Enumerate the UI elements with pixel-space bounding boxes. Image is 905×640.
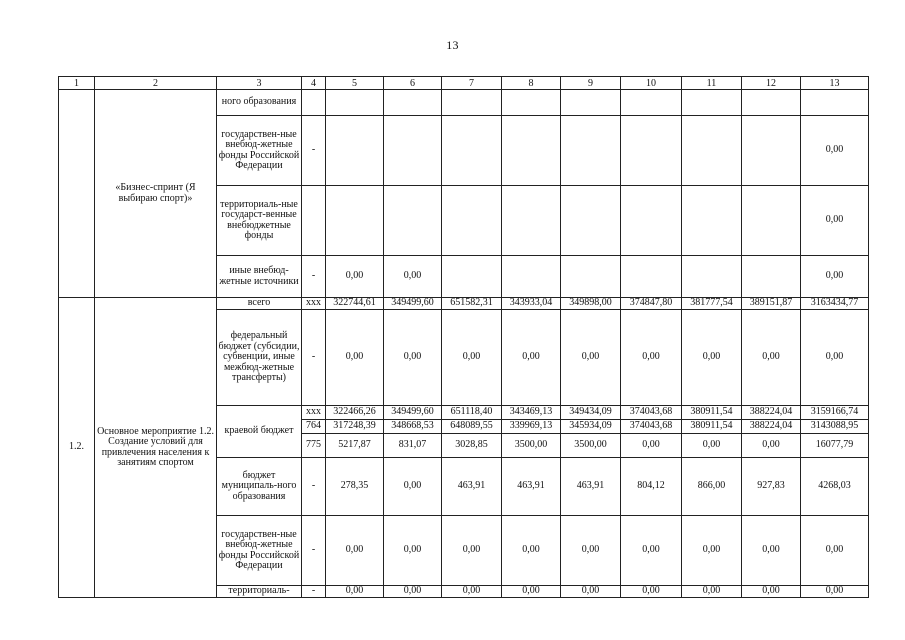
- value-cell: [621, 256, 682, 298]
- header-cell: 12: [742, 77, 801, 90]
- value-cell: 349898,00: [561, 298, 621, 310]
- value-cell: 381777,54: [682, 298, 742, 310]
- header-cell: 5: [326, 77, 384, 90]
- value-cell: 804,12: [621, 458, 682, 516]
- value-cell: [384, 186, 442, 256]
- value-cell: [326, 90, 384, 116]
- header-cell: 7: [442, 77, 502, 90]
- code-cell: ххх: [302, 298, 326, 310]
- value-cell: 651582,31: [442, 298, 502, 310]
- value-cell: 343933,04: [502, 298, 561, 310]
- budget-table: [58, 76, 869, 598]
- value-cell: 0,00: [326, 586, 384, 598]
- value-cell: 0,00: [742, 434, 801, 458]
- header-cell: 4: [302, 77, 326, 90]
- funding-source-cell: краевой бюджет: [217, 406, 302, 458]
- header-row: [59, 77, 869, 90]
- value-cell: 0,00: [682, 434, 742, 458]
- value-cell: [621, 186, 682, 256]
- header-cell: 8: [502, 77, 561, 90]
- value-cell: 0,00: [742, 310, 801, 406]
- value-cell: [384, 90, 442, 116]
- value-cell: [561, 186, 621, 256]
- header-cell: 11: [682, 77, 742, 90]
- code-cell: -: [302, 116, 326, 186]
- header-cell: 2: [95, 77, 217, 90]
- value-cell: 866,00: [682, 458, 742, 516]
- code-cell: 775: [302, 434, 326, 458]
- value-cell: 0,00: [384, 310, 442, 406]
- event-name-cell: Основное мероприятие 1.2. Создание условий для привлечения населения к занятиям спортом: [95, 298, 217, 598]
- value-cell: [742, 256, 801, 298]
- value-cell: 349499,60: [384, 406, 442, 420]
- value-cell: 463,91: [442, 458, 502, 516]
- value-cell: 380911,54: [682, 406, 742, 420]
- funding-source-cell: федеральный бюджет (субсидии, субвенции, иные межбюд-жетные трансферты): [217, 310, 302, 406]
- value-cell: 3028,85: [442, 434, 502, 458]
- code-cell: [302, 186, 326, 256]
- value-cell: [801, 90, 869, 116]
- value-cell: 388224,04: [742, 406, 801, 420]
- funding-source-cell: территориаль-ные государст-венные внебюджетные фонды: [217, 186, 302, 256]
- code-cell: -: [302, 310, 326, 406]
- funding-source-cell: бюджет муниципаль-ного образования: [217, 458, 302, 516]
- value-cell: 0,00: [801, 116, 869, 186]
- value-cell: 0,00: [384, 516, 442, 586]
- event-name-cell: «Бизнес-спринт (Я выбираю спорт)»: [95, 90, 217, 298]
- value-cell: 0,00: [801, 310, 869, 406]
- code-cell: 764: [302, 420, 326, 434]
- value-cell: 0,00: [682, 586, 742, 598]
- value-cell: [742, 90, 801, 116]
- value-cell: 389151,87: [742, 298, 801, 310]
- value-cell: [442, 256, 502, 298]
- value-cell: 0,00: [384, 586, 442, 598]
- value-cell: [682, 186, 742, 256]
- value-cell: [682, 90, 742, 116]
- value-cell: 322466,26: [326, 406, 384, 420]
- value-cell: 380911,54: [682, 420, 742, 434]
- page-number: 13: [446, 38, 459, 52]
- value-cell: [561, 256, 621, 298]
- value-cell: [561, 116, 621, 186]
- value-cell: 388224,04: [742, 420, 801, 434]
- value-cell: 349499,60: [384, 298, 442, 310]
- header-cell: 6: [384, 77, 442, 90]
- value-cell: 3163434,77: [801, 298, 869, 310]
- code-cell: ххх: [302, 406, 326, 420]
- value-cell: [326, 116, 384, 186]
- value-cell: [384, 116, 442, 186]
- value-cell: 3500,00: [561, 434, 621, 458]
- value-cell: [682, 116, 742, 186]
- value-cell: 0,00: [384, 256, 442, 298]
- code-cell: -: [302, 586, 326, 598]
- value-cell: 345934,09: [561, 420, 621, 434]
- value-cell: 5217,87: [326, 434, 384, 458]
- value-cell: [442, 90, 502, 116]
- value-cell: 648089,55: [442, 420, 502, 434]
- value-cell: 339969,13: [502, 420, 561, 434]
- value-cell: 16077,79: [801, 434, 869, 458]
- row-number-cell: [59, 90, 95, 298]
- value-cell: 348668,53: [384, 420, 442, 434]
- value-cell: 0,00: [326, 310, 384, 406]
- value-cell: 3143088,95: [801, 420, 869, 434]
- value-cell: 0,00: [621, 434, 682, 458]
- value-cell: [621, 116, 682, 186]
- value-cell: 0,00: [742, 586, 801, 598]
- value-cell: 4268,03: [801, 458, 869, 516]
- value-cell: 0,00: [561, 586, 621, 598]
- header-cell: 9: [561, 77, 621, 90]
- value-cell: 0,00: [442, 586, 502, 598]
- value-cell: 0,00: [326, 516, 384, 586]
- value-cell: 0,00: [682, 310, 742, 406]
- value-cell: 0,00: [682, 516, 742, 586]
- value-cell: 0,00: [742, 516, 801, 586]
- value-cell: [742, 116, 801, 186]
- code-cell: [302, 90, 326, 116]
- funding-source-cell: иные внебюд-жетные источники: [217, 256, 302, 298]
- table-row: [59, 90, 869, 116]
- value-cell: 0,00: [621, 516, 682, 586]
- value-cell: 322744,61: [326, 298, 384, 310]
- value-cell: [742, 186, 801, 256]
- value-cell: 927,83: [742, 458, 801, 516]
- funding-source-cell: территориаль-: [217, 586, 302, 598]
- funding-source-cell: государствен-ные внебюд-жетные фонды Российской Федерации: [217, 516, 302, 586]
- value-cell: 0,00: [502, 586, 561, 598]
- value-cell: [326, 186, 384, 256]
- value-cell: 0,00: [502, 516, 561, 586]
- value-cell: 3500,00: [502, 434, 561, 458]
- value-cell: 0,00: [801, 256, 869, 298]
- value-cell: 0,00: [502, 310, 561, 406]
- value-cell: 0,00: [442, 310, 502, 406]
- value-cell: 374043,68: [621, 420, 682, 434]
- value-cell: 0,00: [384, 458, 442, 516]
- value-cell: 317248,39: [326, 420, 384, 434]
- header-cell: 13: [801, 77, 869, 90]
- value-cell: 0,00: [621, 310, 682, 406]
- funding-source-cell: всего: [217, 298, 302, 310]
- value-cell: 0,00: [561, 310, 621, 406]
- code-cell: -: [302, 256, 326, 298]
- value-cell: 651118,40: [442, 406, 502, 420]
- value-cell: [502, 256, 561, 298]
- value-cell: [621, 90, 682, 116]
- header-cell: 1: [59, 77, 95, 90]
- value-cell: 0,00: [561, 516, 621, 586]
- funding-source-cell: государствен-ные внебюд-жетные фонды Российской Федерации: [217, 116, 302, 186]
- row-number-cell: 1.2.: [59, 298, 95, 598]
- code-cell: -: [302, 458, 326, 516]
- value-cell: [502, 186, 561, 256]
- funding-source-cell: ного образования: [217, 90, 302, 116]
- value-cell: 3159166,74: [801, 406, 869, 420]
- header-cell: 3: [217, 77, 302, 90]
- table-row: [59, 298, 869, 310]
- value-cell: 278,35: [326, 458, 384, 516]
- code-cell: -: [302, 516, 326, 586]
- value-cell: 0,00: [801, 516, 869, 586]
- value-cell: [502, 116, 561, 186]
- value-cell: [561, 90, 621, 116]
- value-cell: [682, 256, 742, 298]
- value-cell: 0,00: [801, 586, 869, 598]
- value-cell: 349434,09: [561, 406, 621, 420]
- value-cell: 374043,68: [621, 406, 682, 420]
- value-cell: 463,91: [502, 458, 561, 516]
- value-cell: [442, 116, 502, 186]
- value-cell: 343469,13: [502, 406, 561, 420]
- value-cell: 463,91: [561, 458, 621, 516]
- value-cell: 0,00: [801, 186, 869, 256]
- value-cell: 0,00: [442, 516, 502, 586]
- header-cell: 10: [621, 77, 682, 90]
- value-cell: 831,07: [384, 434, 442, 458]
- value-cell: 0,00: [621, 586, 682, 598]
- value-cell: 374847,80: [621, 298, 682, 310]
- value-cell: [502, 90, 561, 116]
- value-cell: 0,00: [326, 256, 384, 298]
- value-cell: [442, 186, 502, 256]
